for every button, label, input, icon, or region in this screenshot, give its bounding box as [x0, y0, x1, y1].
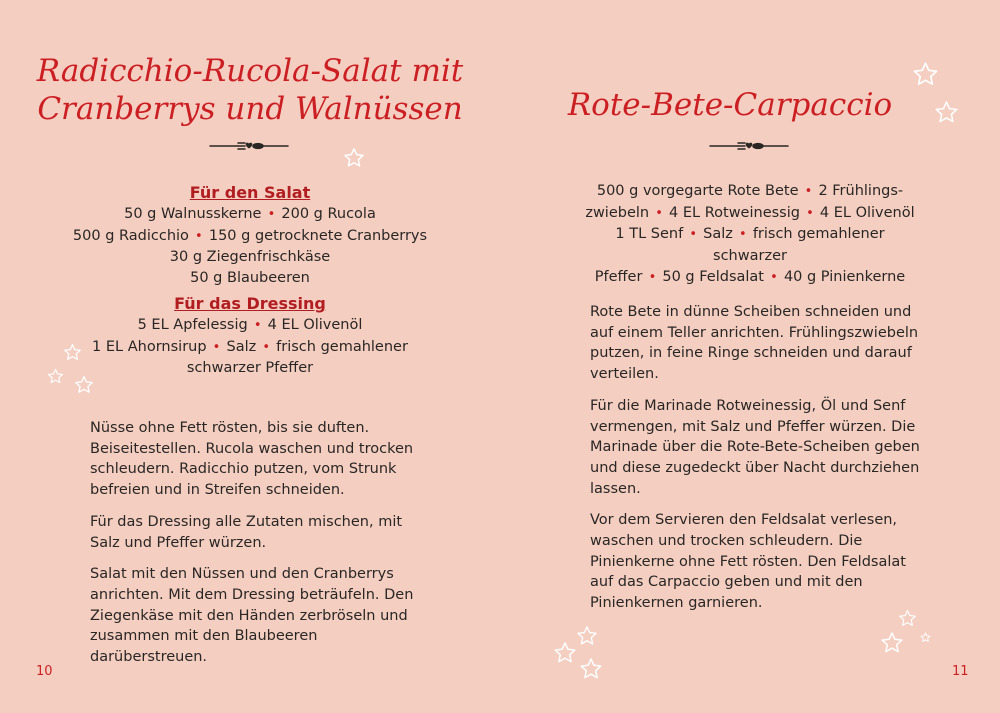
title-line-2: Cranberrys und Walnüssen: [37, 91, 463, 127]
ingredient-line: [580, 203, 920, 225]
ingredient: 5 EL Apfelessig: [137, 316, 248, 333]
instruction-paragraph: Salat mit den Nüssen und den Cranberrys anrichten. Mit dem Dressing beträufeln. Den Ziegenkäse mit den Händen zerbröseln und zusammen mit den Blaubeeren darüberstreuen.: [90, 566, 414, 666]
ingredient: 500 g Radicchio: [72, 227, 189, 244]
bullet-icon: •: [258, 339, 275, 355]
ingredient: 30 g Ziegenfrischkäse: [169, 249, 331, 266]
bullet-icon: •: [800, 184, 817, 199]
bullet-icon: •: [801, 205, 818, 221]
ingredient: 50 g Blaubeeren: [190, 270, 310, 287]
ingredient: frisch gemahlener: [276, 338, 408, 355]
bullet-icon: •: [766, 269, 782, 285]
instructions-left: [90, 418, 420, 679]
ingredient-line: [580, 267, 920, 289]
ingredient: Salz: [703, 226, 733, 243]
ingredient: 150 g getrocknete Cranberrys: [208, 227, 428, 244]
star-outline-icon: [880, 631, 904, 655]
star-outline-icon: [47, 368, 64, 385]
instruction-paragraph: Nüsse ohne Fett rösten, bis sie duften. Beiseitestellen. Rucola waschen und trocken schleudern. Radicchio putzen, vom Strunk befreien und in Streifen schneiden.: [90, 420, 414, 499]
title-line-1: Radicchio-Rucola-Salat mit: [36, 53, 464, 89]
ingredient: 200 g Rucola: [281, 206, 376, 222]
ingredient: 4 EL Rotweinessig: [669, 204, 800, 221]
star-outline-icon: [343, 147, 365, 169]
cutlery-heart-divider-icon: [208, 140, 290, 152]
ingredient-line: [580, 224, 920, 266]
star-outline-icon: [74, 375, 94, 395]
bullet-icon: •: [249, 317, 266, 333]
ingredient: 4 EL Olivenöl: [267, 316, 363, 333]
instructions-right: [590, 302, 920, 625]
bullet-icon: •: [685, 227, 702, 243]
dressing-ingredient-list: [60, 315, 440, 379]
bullet-icon: •: [208, 339, 225, 355]
ingredient: 40 g Pinienkerne: [783, 268, 906, 285]
star-outline-icon: [920, 632, 931, 643]
ingredient: 2 Frühlings-: [818, 183, 904, 199]
ingredient: zwiebeln: [585, 204, 650, 221]
star-outline-icon: [579, 657, 603, 681]
ingredient-line: [60, 358, 440, 379]
bullet-icon: •: [651, 205, 668, 221]
ingredient: 50 g Feldsalat: [662, 268, 764, 285]
star-outline-icon: [934, 100, 959, 125]
ingredient: schwarzer Pfeffer: [186, 360, 314, 377]
ingredient: 50 g Walnusskerne: [124, 206, 262, 222]
dressing-heading: Für das Dressing: [174, 293, 326, 313]
ingredient-line: [60, 204, 440, 226]
bullet-icon: •: [263, 207, 280, 222]
star-outline-icon: [63, 343, 82, 362]
ingredient: 1 EL Ahornsirup: [92, 338, 207, 355]
star-outline-icon: [898, 609, 917, 628]
instruction-paragraph: Rote Bete in dünne Scheiben schneiden und auf einem Teller anrichten. Frühlingszwiebeln putzen, in feine Ringe schneiden und darauf verteilen.: [590, 304, 919, 383]
cutlery-heart-divider-icon: [708, 140, 790, 152]
page-number-left: 10: [36, 664, 53, 679]
ingredient: 4 EL Olivenöl: [819, 204, 915, 221]
instruction-paragraph: Für die Marinade Rotweinessig, Öl und Senf vermengen, mit Salz und Pfeffer würzen. Die Marinade über die Rote-Bete-Scheiben geben und diese zugedeckt über Nacht durchziehen lassen.: [590, 397, 920, 497]
ingredients-left: [60, 182, 440, 379]
star-outline-icon: [576, 625, 598, 647]
ingredient: frisch gemahlener schwarzer: [713, 226, 885, 265]
ingredient-line: [60, 268, 440, 289]
ingredient-line: [580, 181, 920, 203]
ingredient: 500 g vorgegarte Rote Bete: [596, 183, 799, 199]
ingredient: 1 TL Senf: [615, 226, 684, 243]
ingredient-line: [60, 226, 440, 248]
right-page: [500, 0, 1000, 713]
ingredient: Pfeffer: [594, 268, 643, 285]
recipe-title-right: Rote-Bete-Carpaccio: [567, 87, 893, 123]
bullet-icon: •: [190, 228, 207, 244]
page-number-right: 11: [952, 664, 969, 679]
star-outline-icon: [912, 61, 939, 88]
ingredients-right: [580, 181, 920, 289]
bullet-icon: •: [644, 269, 661, 285]
star-outline-icon: [553, 641, 577, 665]
instruction-paragraph: Vor dem Servieren den Feldsalat verlesen, waschen und trocken schleudern. Die Pinienkerne ohne Fett rösten. Den Feldsalat auf das Carpaccio geben und mit den Pinienkernen garnieren.: [590, 512, 906, 612]
instruction-paragraph: Für das Dressing alle Zutaten mischen, mit Salz und Pfeffer würzen.: [90, 513, 403, 551]
ingredient-line: [60, 247, 440, 268]
ingredient-line: [60, 315, 440, 337]
recipe-title-left: [30, 52, 470, 128]
bullet-icon: •: [734, 227, 751, 243]
ingredient-line: [60, 337, 440, 359]
salad-ingredient-list: [60, 204, 440, 289]
ingredient: Salz: [226, 338, 257, 355]
salad-heading: Für den Salat: [189, 183, 311, 202]
